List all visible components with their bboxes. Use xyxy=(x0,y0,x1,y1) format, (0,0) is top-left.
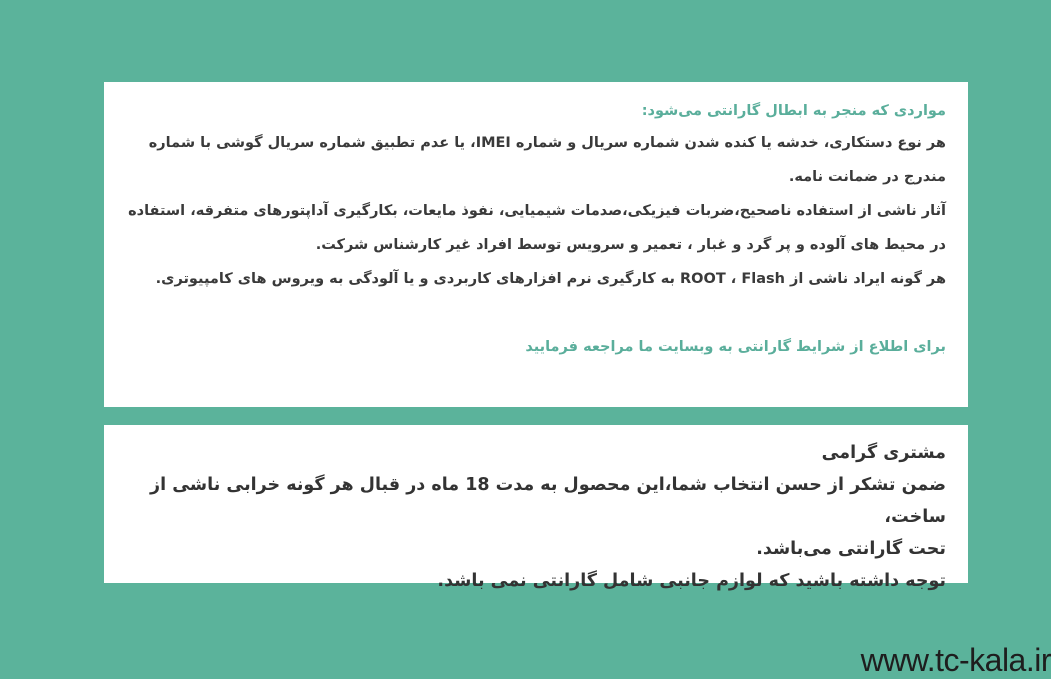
customer-greeting: مشتری گرامی xyxy=(821,443,946,463)
warranty-void-line: هر گونه ایراد ناشی از ROOT ، Flash به کارگیری نرم افزارهای کاربردی و یا آلودگی به ویروس های کامپیوتری. xyxy=(155,271,946,287)
customer-notice-line: توجه داشته باشید که لوازم جانبی شامل گارانتی نمی باشد. xyxy=(437,571,946,591)
warranty-void-line: هر نوع دستکاری، خدشه یا کنده شدن شماره سریال و شماره IMEI، یا عدم تطبیق شماره سریال گوشی با شماره xyxy=(148,135,946,151)
spacer xyxy=(126,296,946,330)
warranty-void-line: مندرج در ضمانت نامه. xyxy=(788,169,946,185)
website-note: برای اطلاع از شرایط گارانتی به وبسایت ما مراجعه فرمایید xyxy=(525,339,946,355)
warranty-void-card xyxy=(104,82,968,407)
warranty-void-heading: مواردی که منجر به ابطال گارانتی می‌شود: xyxy=(641,103,946,119)
warranty-void-line: در محیط های آلوده و پر گرد و غبار ، تعمیر و سرویس توسط افراد غیر کارشناس شرکت. xyxy=(315,237,946,253)
customer-notice-line: ضمن تشکر از حسن انتخاب شما،این محصول به مدت 18 ماه در قبال هر گونه خرابی ناشی از ساخت، xyxy=(150,475,946,527)
site-watermark: www.tc-kala.ir xyxy=(860,642,1051,678)
customer-notice-card xyxy=(104,425,968,591)
customer-notice-line: تحت گارانتی می‌باشد. xyxy=(756,539,946,559)
warranty-void-line: آثار ناشی از استفاده ناصحیح،ضربات فیزیکی،صدمات شیمیایی، نفوذ مایعات، بکارگیری آداپتورهای متفرقه، استفاده xyxy=(128,203,946,219)
